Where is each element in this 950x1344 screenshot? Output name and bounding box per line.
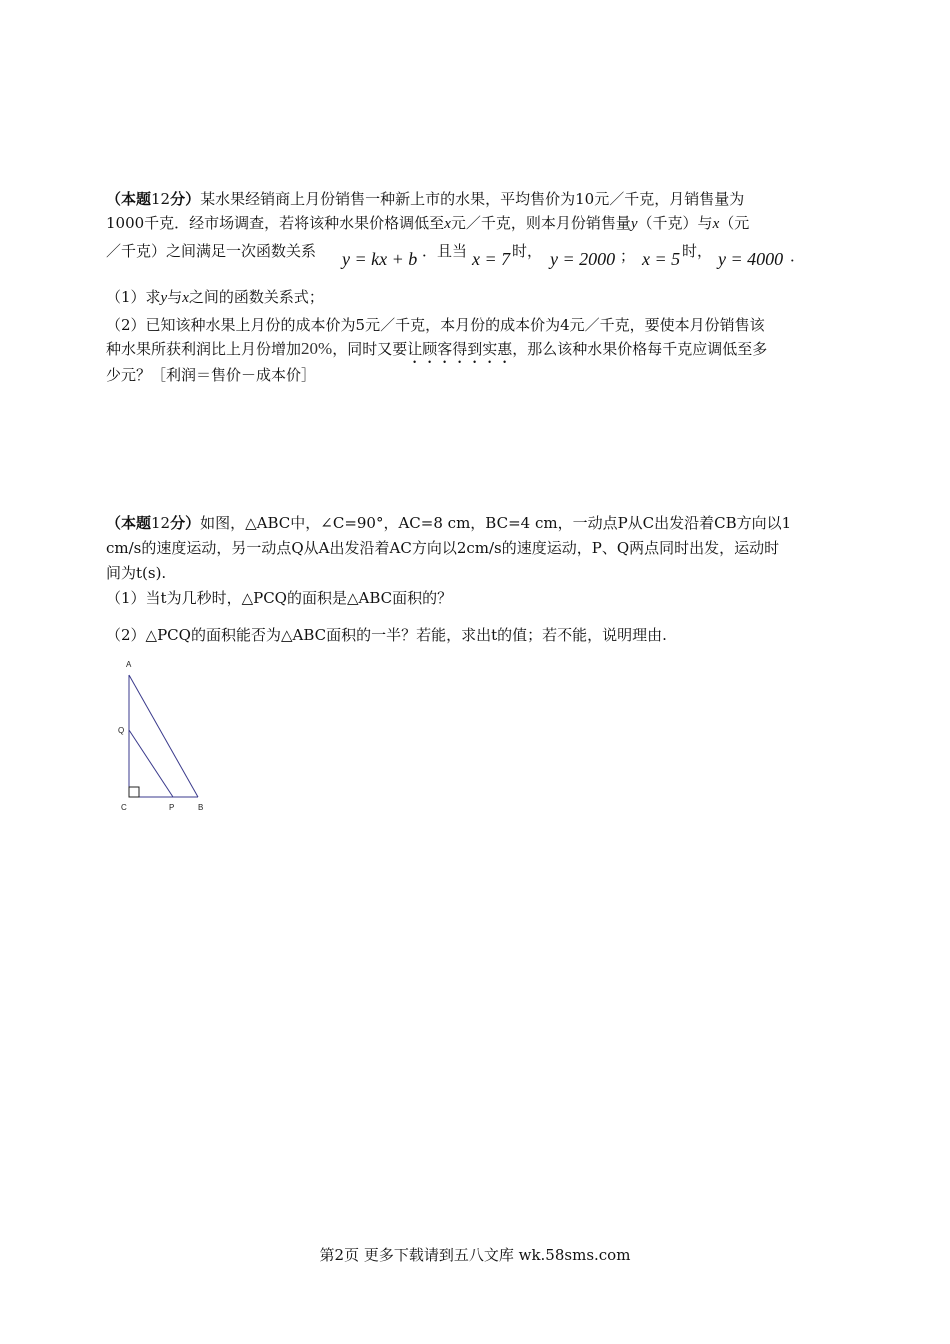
text-semicolon: ； bbox=[620, 247, 636, 265]
q1-text-a: （1）求 bbox=[106, 288, 161, 306]
problem-1-text-3a: ／千克）之间满足一次函数关系 bbox=[106, 242, 317, 260]
problem-2-line-2: cm/s的速度运动，另一动点Q从A出发沿着AC方向以2cm/s的速度运动，P、Q两点同时出发，运动时 bbox=[106, 539, 780, 557]
problem-1-score: 12 bbox=[151, 190, 171, 208]
problem-2-label: （本题 bbox=[106, 514, 152, 532]
value-y-4000: y = 4000 bbox=[718, 249, 784, 269]
label-q: Q bbox=[118, 726, 125, 735]
label-p: P bbox=[169, 803, 175, 812]
text-shi-2: 时， bbox=[682, 242, 713, 260]
q2-text-a: 种水果所获利润比上月份增加 bbox=[106, 340, 302, 358]
emphasized-phrase: 让顾客得到实惠 bbox=[407, 340, 513, 358]
problem-1-question-2-line-1: （2）已知该种水果上月份的成本价为5元／千克，本月份的成本价为4元／千克，要使本月份销售该 bbox=[106, 316, 765, 334]
page-footer: 第2页 更多下载请到五八文库 wk.58sms.com bbox=[319, 1246, 631, 1264]
problem-1-line-3b: ．且当 bbox=[422, 242, 468, 260]
label-a: A bbox=[126, 660, 132, 669]
problem-1-score-unit: 分） bbox=[170, 190, 201, 208]
side-ab bbox=[129, 675, 198, 797]
problem-1-line-3 bbox=[106, 240, 316, 261]
variable-x: x bbox=[712, 216, 720, 232]
problem-2-text-1: 如图，△ABC中，∠C=90°，AC=8 cm，BC=4 cm，一动点P从C出发沿着CB方向以1 bbox=[200, 514, 792, 532]
problem-2-score-unit: 分） bbox=[170, 514, 201, 532]
problem-2-line-3: 间为t(s). bbox=[106, 564, 167, 582]
problem-1-question-2-line-3: 少元？［利润＝售价－成本价］ bbox=[106, 366, 317, 384]
percentage-20: 20% bbox=[301, 339, 333, 358]
value-y-2000: y = 2000 bbox=[550, 249, 616, 269]
label-b: B bbox=[198, 803, 204, 812]
problem-1-text-2b: 元／千克，则本月份销售量 bbox=[450, 214, 631, 232]
variable-x: x bbox=[182, 290, 189, 306]
problem-1-text-2d: （元 bbox=[719, 214, 750, 232]
problem-1-label: （本题 bbox=[106, 190, 152, 208]
problem-1-question-1 bbox=[106, 286, 324, 307]
problem-1-question-2-line-2 bbox=[106, 338, 767, 367]
right-angle-marker bbox=[129, 787, 139, 797]
q2-text-b: ，同时又要 bbox=[332, 340, 408, 358]
condition-x-5: x = 5 bbox=[642, 249, 681, 269]
text-period: ． bbox=[790, 247, 806, 265]
problem-1-line-1 bbox=[106, 186, 860, 212]
problem-1-text-1: 某水果经销商上月份销售一种新上市的水果，平均售价为10元／千克，月销售量为 bbox=[200, 190, 745, 208]
problem-2-question-1: （1）当t为几秒时，△PCQ的面积是△ABC面积的？ bbox=[106, 589, 453, 607]
triangle-figure bbox=[110, 655, 220, 820]
variable-y: y bbox=[630, 216, 638, 232]
label-c: C bbox=[121, 803, 127, 812]
condition-x-7: x = 7 bbox=[472, 249, 511, 269]
problem-1-line-2 bbox=[106, 212, 749, 233]
formula-linear: y = kx + b bbox=[342, 249, 418, 269]
problem-1-text-2c: （千克）与 bbox=[637, 214, 713, 232]
q1-text-c: 之间的函数关系式； bbox=[188, 288, 324, 306]
variable-x: x bbox=[444, 216, 451, 232]
variable-y: y bbox=[160, 290, 168, 306]
q2-text-c: ，那么该种水果价格每千克应调低至多 bbox=[512, 340, 768, 358]
problem-2-question-2: （2）△PCQ的面积能否为△ABC面积的一半？若能，求出t的值；若不能，说明理由. bbox=[106, 626, 667, 644]
problem-2-line-1 bbox=[106, 510, 860, 536]
q1-text-b: 与 bbox=[167, 288, 183, 306]
text-shi-1: 时， bbox=[512, 242, 543, 260]
problem-2-score: 12 bbox=[151, 514, 171, 532]
problem-1-text-2a: 1000千克．经市场调查，若将该种水果价格调低至 bbox=[106, 214, 445, 232]
